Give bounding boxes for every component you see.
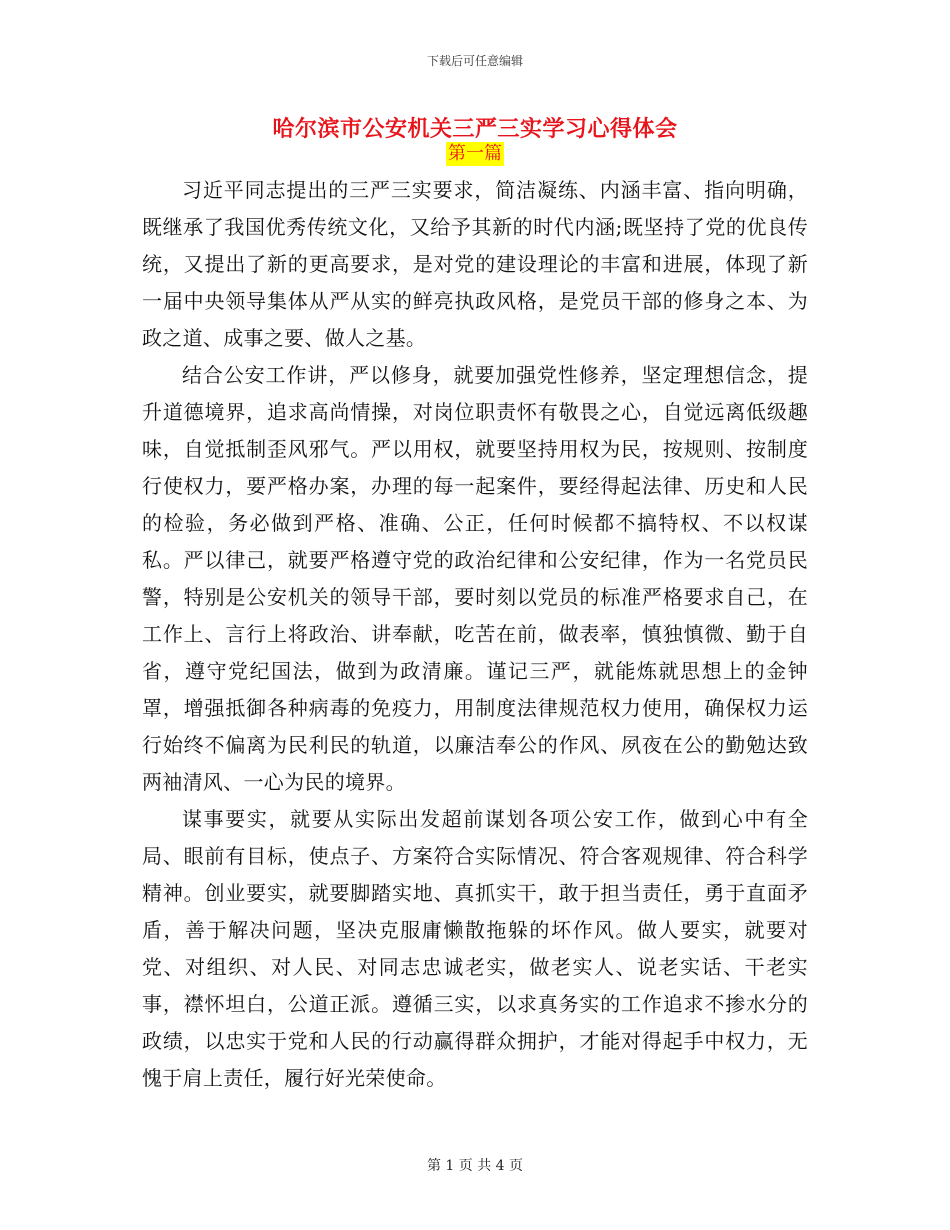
subtitle-highlighted: 第一篇: [448, 143, 502, 164]
subtitle-container: [0, 142, 950, 166]
document-title: 哈尔滨市公安机关三严三实学习心得体会: [272, 116, 678, 142]
page-footer: 第 1 页 共 4 页: [426, 1158, 524, 1174]
paragraph-3: 谋事要实，就要从实际出发超前谋划各项公安工作，做到心中有全局、眼前有目标，使点子、方案符合实际情况、符合客观规律、符合科学精神。创业要实，就要脚踏实地、真抓实干，敢于担当责任，勇于直面矛盾，善于解决问题，坚决克服庸懒散拖躲的坏作风。做人要实，就要对党、对组织、对人民、对同志忠诚老实，做老实人、说老实话、干老实事，襟怀坦白，公道正派。遵循三实，以求真务实的工作追求不掺水分的政绩，以忠实于党和人民的行动赢得群众拥护，才能对得起手中权力，无愧于肩上责任，履行好光荣使命。: [142, 807, 808, 1090]
paragraph-1: 习近平同志提出的三严三实要求，简洁凝练、内涵丰富、指向明确，既继承了我国优秀传统文化，又给予其新的时代内涵;既坚持了党的优良传统，又提出了新的更高要求，是对党的建设理论的丰富和进展，体现了新一届中央领导集体从严从实的鲜亮执政风格，是党员干部的修身之本、为政之道、成事之要、做人之基。: [142, 178, 808, 350]
paragraph-2: 结合公安工作讲，严以修身，就要加强党性修养，坚定理想信念，提升道德境界，追求高尚情操，对岗位职责怀有敬畏之心，自觉远离低级趣味，自觉抵制歪风邪气。严以用权，就要坚持用权为民，按规则、按制度行使权力，要严格办案，办理的每一起案件，要经得起法律、历史和人民的检验，务必做到严格、准确、公正，任何时候都不搞特权、不以权谋私。严以律己，就要严格遵守党的政治纪律和公安纪律，作为一名党员民警，特别是公安机关的领导干部，要时刻以党员的标准严格要求自己，在工作上、言行上将政治、讲奉献，吃苦在前，做表率，慎独慎微、勤于自省，遵守党纪国法，做到为政清廉。谨记三严，就能炼就思想上的金钟罩，增强抵御各种病毒的免疫力，用制度法律规范权力使用，确保权力运行始终不偏离为民利民的轨道，以廉洁奉公的作风、夙夜在公的勤勉达致两袖清风、一心为民的境界。: [142, 363, 808, 794]
header-note: 下载后可任意编辑: [426, 54, 523, 68]
document-body: [142, 172, 808, 1097]
